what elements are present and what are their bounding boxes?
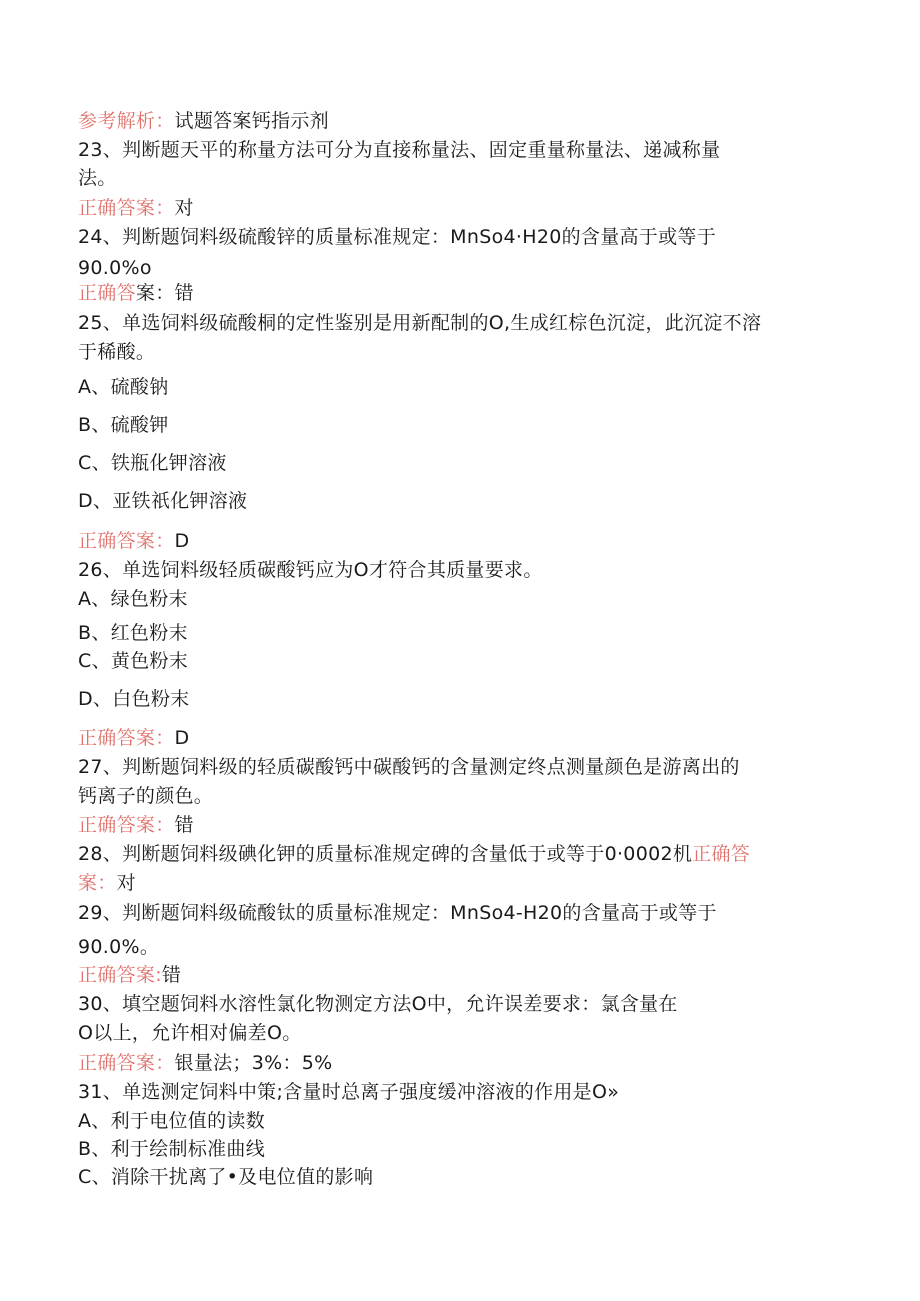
answer-28 (78, 870, 136, 896)
answer-value: D (174, 727, 190, 749)
question-27: 27、判断题饲料级的轻质碳酸钙中碳酸钙的含量测定终点测量颜色是游离出的 (78, 756, 740, 778)
answer-26 (78, 725, 189, 751)
answer-27 (78, 812, 194, 838)
answer-label-start: 正确答 (692, 843, 751, 865)
answer-label-tail: 案： (135, 282, 175, 304)
answer-24 (78, 280, 194, 306)
question-28-text: 28、判断题饲料级碘化钾的质量标准规定碑的含量低于或等于0·0002机 (78, 843, 693, 865)
answer-23 (78, 195, 194, 221)
question-27-cont: 钙离子的颜色。 (78, 785, 214, 807)
option-31-a: A、利于电位值的读数 (78, 1110, 265, 1132)
answer-value: 对 (174, 197, 194, 219)
answer-label: 正确答 (78, 282, 136, 304)
question-24: 24、判断题饲料级硫酸锌的质量标准规定：MnSo4·H20的含量高于或等于 (78, 226, 716, 248)
question-28 (78, 841, 750, 867)
answer-29 (78, 962, 181, 988)
question-25: 25、单选饲料级硫酸桐的定性鉴别是用新配制的O,生成红棕色沉淀，此沉淀不溶 (78, 312, 762, 334)
option-25-d: D、亚铁祇化钾溶液 (78, 490, 248, 512)
answer-label: 正确答案： (78, 530, 175, 552)
question-23-cont: 法。 (78, 167, 117, 189)
answer-30 (78, 1050, 333, 1076)
answer-value: 银量法；3%：5% (174, 1052, 333, 1074)
option-25-b: B、硫酸钾 (78, 414, 169, 436)
option-31-c: C、消除干扰离了•及电位值的影响 (78, 1166, 374, 1188)
option-26-a: A、绿色粉末 (78, 588, 188, 610)
option-26-c: C、黄色粉末 (78, 650, 189, 672)
question-29: 29、判断题饲料级硫酸钛的质量标准规定：MnSo4-H20的含量高于或等于 (78, 902, 717, 924)
answer-label-end: 案： (78, 872, 117, 894)
answer-value: 对 (116, 872, 136, 894)
answer-value: D (174, 530, 190, 552)
question-31: 31、单选测定饲料中策;含量时总离子强度缓冲溶液的作用是O» (78, 1081, 620, 1103)
reference-analysis-label: 参考解析： (78, 110, 175, 132)
answer-25 (78, 528, 189, 554)
answer-label: 正确答案: (78, 964, 162, 986)
question-23: 23、判断题天平的称量方法可分为直接称量法、固定重量称量法、递减称量 (78, 139, 721, 161)
option-31-b: B、利于绘制标准曲线 (78, 1138, 266, 1160)
question-24-cont: 90.0%o (78, 257, 152, 279)
answer-value: 错 (174, 282, 194, 304)
reference-analysis-text: 试题答案钙指示剂 (174, 110, 329, 132)
option-25-a: A、硫酸钠 (78, 376, 169, 398)
answer-label: 正确答案： (78, 197, 175, 219)
answer-label: 正确答案： (78, 1052, 175, 1074)
answer-value: 错 (174, 814, 194, 836)
question-26: 26、单选饲料级轻质碳酸钙应为O才符合其质量要求。 (78, 559, 543, 581)
answer-label: 正确答案： (78, 814, 175, 836)
answer-value: 错 (161, 964, 182, 986)
question-29-cont: 90.0%。 (78, 936, 160, 958)
question-30-cont: O以上，允许相对偏差O。 (78, 1022, 302, 1044)
question-30: 30、填空题饲料水溶性氯化物测定方法O中，允许误差要求：氯含量在 (78, 993, 678, 1015)
reference-analysis-line (78, 108, 329, 134)
option-25-c: C、铁瓶化钾溶液 (78, 452, 227, 474)
answer-label: 正确答案： (78, 727, 175, 749)
question-25-cont: 于稀酸。 (78, 341, 156, 363)
option-26-d: D、白色粉末 (78, 688, 190, 710)
option-26-b: B、红色粉末 (78, 622, 188, 644)
